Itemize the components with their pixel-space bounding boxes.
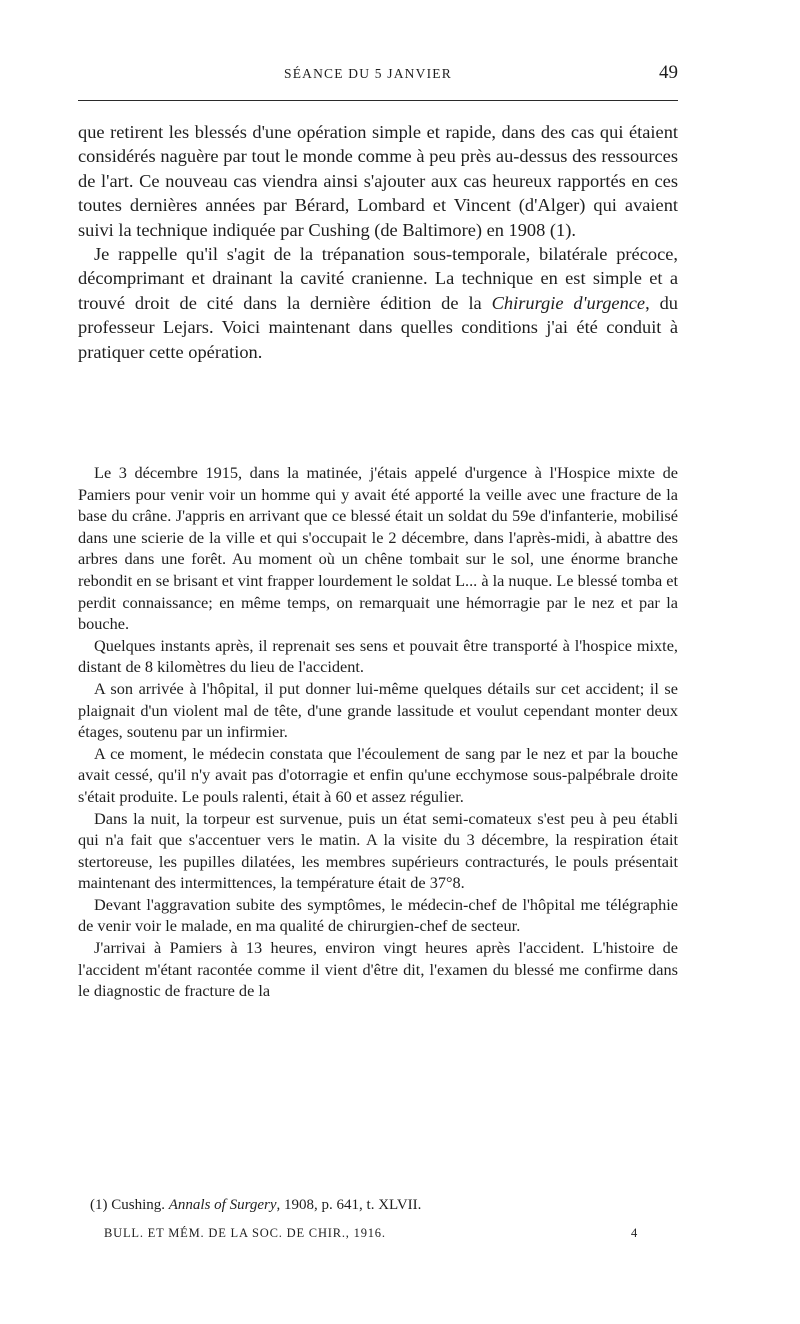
paragraph: Dans la nuit, la torpeur est survenue, puis un état semi-comateux s'est peu à peu établi qui n'a fait que s'accentuer vers le matin. A la visite du 3 décembre, la respiration était stertoreuse, les pupilles dilatées, les membres supérieurs contracturés, le pouls présentait maintenant des intermittences, la température était de 37°8.: [78, 808, 678, 893]
page-footer: [104, 1226, 638, 1241]
book-title: Chirurgie d'urgence: [491, 292, 646, 313]
signature-mark: 4: [630, 1226, 638, 1240]
paragraph: J'arrivai à Pamiers à 13 heures, environ vingt heures après l'accident. L'histoire de l'accident m'étant racontée comme il vient d'être dit, l'examen du blessé me confirme dans le diagnostic de fracture de la: [78, 938, 678, 1001]
paragraph: que retirent les blessés d'une opération simple et rapide, dans des cas qui étaient considérés naguère par tout le monde comme à peu près au-dessus des ressources de l'art. Ce nouveau cas viendra ainsi s'ajouter aux cas heureux rapportés en ces toutes dernières années par Bérard, Lombard et Vincent (d'Alger) qui avaient suivi la technique indiquée par Cushing (de Baltimore) en 1908 (1).: [78, 122, 678, 240]
running-title: SÉANCE DU 5 JANVIER: [284, 66, 452, 81]
running-head: [78, 62, 678, 86]
footnote-rest: , 1908, p. 641, t. XLVII.: [276, 1197, 422, 1213]
footnote-journal: Annals of Surgery: [168, 1197, 277, 1213]
page-number: 49: [659, 62, 678, 83]
footnote: [90, 1195, 421, 1215]
header-rule: [78, 100, 678, 101]
paragraph: A son arrivée à l'hôpital, il put donner lui-même quelques détails sur cet accident; il se plaignait d'un violent mal de tête, d'une grande lassitude et voulut cependant monter deux étages, soutenu par un infirmier.: [78, 678, 678, 742]
footnote-marker: (1) Cushing.: [90, 1197, 169, 1213]
paragraph: [78, 242, 678, 364]
paragraph: Devant l'aggravation subite des symptômes, le médecin-chef de l'hôpital me télégraphie de venir voir le malade, en ma qualité de chirurgien-chef de secteur.: [78, 894, 678, 936]
paragraph: A ce moment, le médecin constata que l'écoulement de sang par le nez et par la bouche avait cessé, qu'il n'y avait pas d'otorragie et enfin qu'une ecchymose sous-palpébrale droite s'était produite. Le pouls ralenti, était à 60 et assez régulier.: [78, 743, 678, 806]
footer-citation: BULL. ET MÉM. DE LA SOC. DE CHIR., 1916.: [104, 1226, 386, 1240]
paragraph: Quelques instants après, il reprenait ses sens et pouvait être transporté à l'hospice mixte, distant de 8 kilomètres du lieu de l'accident.: [78, 635, 678, 677]
paragraph-text: Je rappelle qu'il s'agit de la trépanation sous-temporale, bilatérale précoce, décomprimant et drainant la cavité cranienne. La technique en est simple et a trouvé droit de cité dans la dernière édition de la: [78, 244, 678, 313]
case-report: [78, 462, 678, 1002]
paragraph-text: , du professeur Lejars. Voici maintenant dans quelles conditions j'ai été conduit à pratiquer cette opération.: [78, 292, 678, 362]
intro-text: [78, 120, 678, 364]
paragraph: Le 3 décembre 1915, dans la matinée, j'étais appelé d'urgence à l'Hospice mixte de Pamiers pour venir voir un homme qui y avait été apporté la veille avec une fracture de la base du crâne. J'appris en arrivant que ce blessé était un soldat du 59e d'infanterie, mobilisé dans une scierie de la ville et qui s'occupait le 2 décembre, dans l'après-midi, à abattre des arbres dans une forêt. Au moment où un chêne tombait sur le sol, une énorme branche rebondit en se brisant et vint frapper lourdement le soldat L... à la nuque. Le blessé tomba et perdit connaissance; en même temps, on remarquait une hémorragie par le nez et par la bouche.: [78, 463, 678, 634]
